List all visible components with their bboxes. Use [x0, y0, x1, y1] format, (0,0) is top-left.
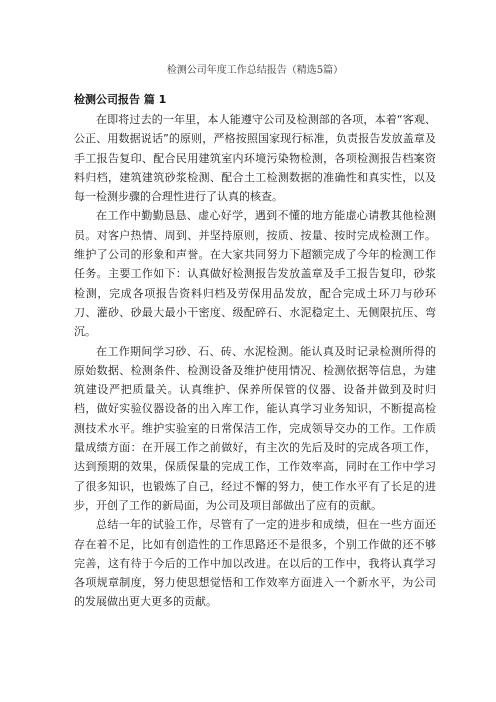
paragraph-2: 在工作中勤勤恳恳、虚心好学，遇到不懂的地方能虚心请教其他检测员。对客户热情、周到、并坚持原则，按质、按量、按时完成检测工作。维护了公司的形象和声誉。在大家共同努力下超额完成了今年的检测工作任务。主要工作如下：认真做好检测报告发放盖章及手工报告复印，砂浆检测，完成各项报告资料归档及劳保用品发放，配合完成土环刀与砂环刀、灌砂、砂最大最小干密度、级配碎石、水泥稳定土、无侧限抗压、弯沉。	[74, 209, 436, 339]
paragraph-4: 总结一年的试验工作，尽管有了一定的进步和成绩，但在一些方面还存在着不足，比如有创造性的工作思路还不是很多，个别工作做的还不够完善，这有待于今后的工作中加以改进。在以后的工作中，我将认真学习各项规章制度，努力使思想觉悟和工作效率方面进入一个新水平，为公司的发展做出更大更多的贡献。	[74, 518, 436, 609]
section-title: 检测公司报告 篇 1	[74, 93, 167, 106]
paragraph-3: 在工作期间学习砂、石、砖、水泥检测。能认真及时记录检测所得的原始数据、检测条件、检测设备及维护使用情况、检测依据等信息，为建筑建设严把质量关。认真维护、保养所保管的仪器、设备并做到及时归档，做好实验仪器设备的出入库工作，能认真学习业务知识，不断提高检测技术水平。维护实验室的日常保洁工作，完成领导交办的工作。工作质量成绩方面：在开展工作之前做好，有主次的先后及时的完成各项工作，达到预期的效果，保质保量的完成工作，工作效率高，同时在工作中学习了很多知识，也锻炼了自己，经过不懈的努力，使工作水平有了长足的进步，开创了工作的新局面，为公司及项目部做出了应有的贡献。	[74, 344, 436, 512]
document-header: 检测公司年度工作总结报告（精选5篇）	[166, 65, 344, 76]
paragraph-1: 在即将过去的一年里，本人能遵守公司及检测部的各项，本着“客观、公正、用数据说话”的原则，严格按照国家现行标准，负责报告发放盖章及手工报告复印、配合民用建筑室内环境污染物检测，各项检测报告档案资料归档，建筑建筑砂浆检测、配合土工检测数据的准确性和真实性，以及每一检测步骤的合理性进行了认真的核查。	[74, 113, 436, 204]
